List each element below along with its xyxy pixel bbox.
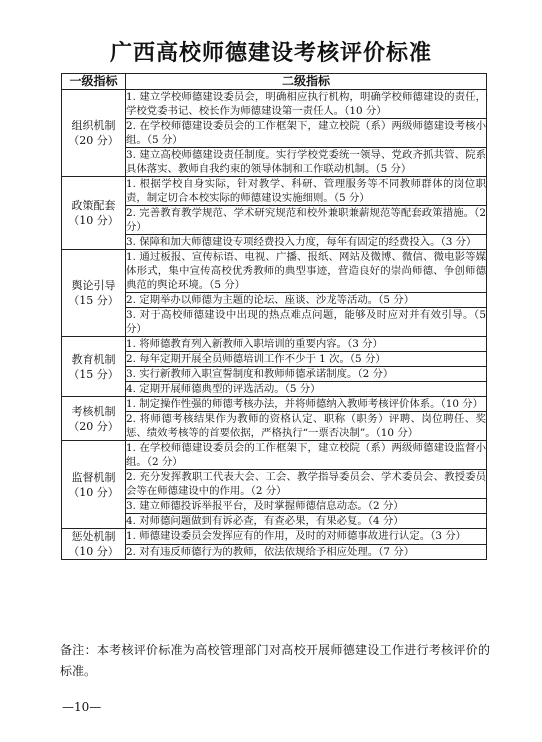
level2-item: 1. 将师德教育列入新教师入职培训的重要内容。（3 分） (126, 337, 487, 352)
level1-score: （15 分） (68, 367, 119, 381)
table-row (62, 367, 487, 382)
table-row (62, 470, 487, 499)
level2-item: 3. 建立高校师德建设责任制度。实行学校党委统一领导、党政齐抓共管、院系具体落实、教师自我约束的领导体制和工作联动机制。（5 分） (126, 149, 486, 175)
footnote: 备注：本考核评价标准为高校管理部门对高校开展师德建设工作进行考核评价的标准。 (60, 643, 490, 678)
evaluation-table (61, 73, 487, 560)
level2-item: 3. 对于高校师德建设中出现的热点难点问题，能够及时应对并有效引导。（5 分） (126, 309, 486, 335)
table-row (62, 119, 487, 148)
level1-score: （20 分） (68, 134, 119, 147)
level1-name: 舆论引导 (71, 279, 116, 292)
table-row (62, 308, 487, 337)
level1-cell (62, 397, 126, 441)
level1-name: 监督机制 (71, 470, 116, 484)
level1-name: 惩处机制 (71, 530, 116, 543)
page-number: —10— (62, 700, 102, 714)
table-row (62, 352, 487, 367)
table-row (62, 250, 487, 293)
table-row (62, 529, 487, 545)
level1-cell (62, 441, 126, 529)
table-row (62, 514, 487, 529)
table-row (62, 235, 487, 250)
level1-score: （10 分） (68, 485, 119, 499)
level2-item: 1. 根据学校自身实际，针对教学、科研、管理服务等不同教师群体的岗位职责，制定切合本校实际的师德建设实施细则。（5 分） (126, 178, 486, 204)
table-row (62, 441, 487, 470)
table-row (62, 544, 487, 560)
table-row (62, 206, 487, 235)
level1-score: （20 分） (68, 419, 119, 433)
level1-cell (62, 529, 126, 560)
level1-name: 考核机制 (71, 404, 116, 418)
level1-cell (62, 90, 126, 177)
level1-score: （10 分） (68, 214, 119, 227)
level1-cell (62, 337, 126, 397)
level2-item: 2. 充分发挥教职工代表大会、工会、教学指导委员会、学术委员会、教授委员会等在师德建设中的作用。（2 分） (126, 471, 486, 497)
level1-score: （10 分） (68, 545, 119, 558)
level2-item: 1. 师德建设委员会发挥应有的作用，及时的对师德事故进行认定。（3 分） (126, 529, 487, 545)
table-row (62, 148, 487, 177)
table-row (62, 337, 487, 352)
level1-name: 教育机制 (71, 352, 116, 366)
table-row (62, 90, 487, 119)
table-row (62, 499, 487, 514)
table-row (62, 397, 487, 412)
level2-item: 2. 定期举办以师德为主题的论坛、座谈、沙龙等活动。（5 分） (126, 293, 487, 308)
table-row (62, 382, 487, 397)
table-body (62, 90, 487, 560)
table-row (62, 412, 487, 441)
level2-item: 1. 制定操作性强的师德考核办法，并将师德纳入教师考核评价体系。（10 分） (126, 397, 487, 412)
level2-item: 2. 对有违反师德行为的教师，依法依规给予相应处理。（7 分） (126, 544, 487, 560)
level1-score: （15 分） (68, 294, 119, 307)
level2-item: 1. 建立学校师德建设委员会，明确相应执行机构，明确学校师德建设的责任，学校党委书记、校长作为师德建设第一责任人。（10 分） (126, 91, 486, 117)
page-title: 广西高校师德建设考核评价标准 (109, 40, 432, 66)
level1-name: 组织机制 (71, 119, 116, 132)
level1-cell (62, 177, 126, 250)
level1-cell (62, 250, 126, 337)
level2-item: 4. 定期开展师德典型的评选活动。（5 分） (126, 382, 487, 397)
level2-item: 4. 对师德问题做到有诉必查，有查必果，有果必复。（4 分） (126, 514, 487, 529)
table-row (62, 293, 487, 308)
table-row (62, 177, 487, 206)
level2-item: 1. 在学校师德建设委员会的工作框架下，建立校院（系）两级师德建设监督小组。（2 分） (126, 442, 486, 468)
header-level1: 一级指标 (62, 74, 126, 90)
level2-item: 2. 在学校师德建设委员会的工作框架下，建立校院（系）两级师德建设考核小组。（5 分） (126, 120, 486, 146)
level1-name: 政策配套 (71, 199, 116, 212)
level2-item: 2. 将师德考核结果作为教师的资格认定、职称（职务）评聘、岗位聘任、奖惩、绩效考核等的首要依据，严格执行“一票否决制”。（10 分） (126, 413, 486, 439)
level2-item: 2. 完善教育教学规范、学术研究规范和校外兼职兼薪规范等配套政策措施。（2 分） (126, 207, 486, 233)
header-level2: 二级指标 (126, 74, 487, 90)
level2-item: 3. 实行新教师入职宣誓制度和教师师德承诺制度。（2 分） (126, 367, 487, 382)
level2-item: 2. 每年定期开展全员师德培训工作不少于 1 次。（5 分） (126, 352, 487, 367)
level2-item: 3. 保障和加大师德建设专项经费投入力度，每年有固定的经费投入。（3 分） (126, 235, 487, 250)
level2-item: 3. 建立师德投诉举报平台，及时掌握师德信息动态。（2 分） (126, 499, 487, 514)
table-header-row (62, 74, 487, 90)
level2-item: 1. 通过板报、宣传标语、电视、广播、报纸、网站及微博、微信、微电影等媒体形式，集中宣传高校优秀教师的典型事迹，营造良好的崇尚师德、争创师德典范的舆论环境。（5 分） (126, 251, 486, 291)
